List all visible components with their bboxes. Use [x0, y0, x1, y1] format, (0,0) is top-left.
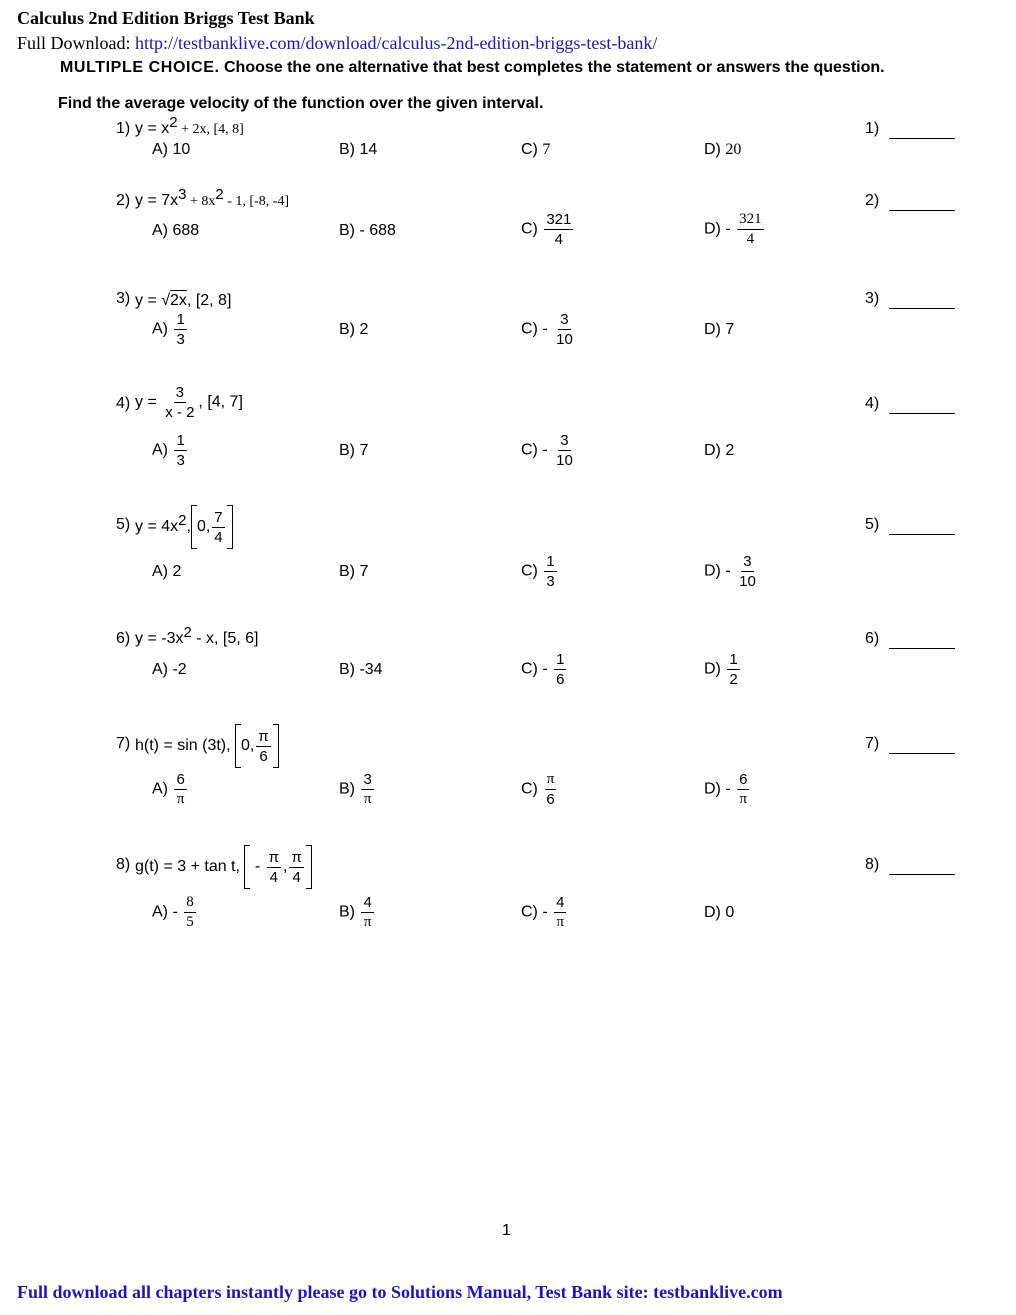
option-c[interactable]: C) 7	[521, 141, 551, 158]
answer-blank[interactable]	[889, 632, 955, 649]
option-d[interactable]: D) 20	[704, 141, 742, 158]
download-line	[17, 33, 657, 54]
option-c[interactable]: C) $\frac{321}{4}$	[521, 211, 572, 248]
question-7	[0, 722, 1016, 832]
option-a[interactable]: A) 10	[152, 141, 191, 158]
question-5	[0, 503, 1016, 613]
answer-blank[interactable]	[889, 518, 955, 535]
answer-blank[interactable]	[889, 292, 955, 309]
question-stem: g(t) = 3 + tan t, - $\frac{\pi}{4}$ , $\frac{\pi}{4}$	[135, 845, 312, 889]
option-a[interactable]: A) $\frac{1}{3}$	[152, 311, 185, 348]
option-d[interactable]: D) 2	[704, 442, 735, 459]
option-c[interactable]: C) $\frac{1}{3}$	[521, 553, 555, 590]
document-title: Calculus 2nd Edition Briggs Test Bank	[17, 8, 315, 28]
option-b[interactable]: B) 2	[339, 321, 369, 338]
question-number: 1)	[116, 120, 131, 137]
question-number: 7)	[116, 735, 131, 752]
question-number: 8)	[116, 856, 131, 873]
option-c[interactable]: C) - $\frac{4}{\pi}$	[521, 894, 565, 930]
question-stem: h(t) = sin (3t), 0, $\frac{\pi}{6}$	[135, 724, 279, 768]
option-b[interactable]: B) -34	[339, 661, 383, 678]
question-number: 4)	[116, 395, 131, 412]
option-d[interactable]: D) - $\frac{6}{\pi}$	[704, 771, 748, 807]
page-number: 1	[502, 1222, 511, 1239]
section-directions: Choose the one alternative that best completes the statement or answers the question.	[223, 59, 885, 76]
response-number: 2)	[865, 192, 880, 209]
question-number: 3)	[116, 290, 131, 307]
response-number: 7)	[865, 735, 880, 752]
option-d[interactable]: D) $\frac{1}{2}$	[704, 651, 738, 688]
download-link[interactable]: http://testbanklive.com/download/calculus-2nd-edition-briggs-test-bank/	[135, 33, 658, 53]
section-heading	[60, 59, 885, 77]
answer-blank[interactable]	[889, 397, 955, 414]
sqrt-icon: √	[161, 292, 171, 309]
option-b[interactable]: B) $\frac{3}{\pi}$	[339, 771, 372, 807]
option-a[interactable]: A) 2	[152, 563, 182, 580]
download-prefix: Full Download:	[17, 33, 131, 53]
option-c[interactable]: C) $\frac{\pi}{6}$	[521, 771, 555, 808]
question-stem: $y = -3x^2 - x$, [5, 6]	[135, 624, 259, 647]
response-number: 3)	[865, 290, 880, 307]
option-b[interactable]: B) $\frac{4}{\pi}$	[339, 894, 372, 930]
answer-blank[interactable]	[889, 858, 955, 875]
option-d[interactable]: D) - $\frac{321}{4}$	[704, 211, 762, 247]
left-bracket-icon	[244, 845, 250, 889]
question-number: 6)	[116, 630, 131, 647]
option-b[interactable]: B) - 688	[339, 222, 396, 239]
right-bracket-icon	[273, 724, 279, 768]
response-number: 8)	[865, 856, 880, 873]
question-stem: $y = x^2 + 2x$, [4, 8]	[135, 114, 244, 137]
response-number: 6)	[865, 630, 880, 647]
question-8	[0, 843, 1016, 953]
question-2	[0, 186, 1016, 300]
option-d[interactable]: D) 0	[704, 904, 735, 921]
question-stem: $y = 4x^2$, 0, $\frac{7}{4}$	[135, 505, 233, 549]
option-b[interactable]: B) 7	[339, 563, 369, 580]
right-bracket-icon	[306, 845, 312, 889]
option-c[interactable]: C) - $\frac{3}{10}$	[521, 432, 573, 469]
question-3	[0, 288, 1016, 398]
question-stem: $y = 7x^3 + 8x^2 - 1$, [-8, -4]	[135, 186, 290, 209]
option-d[interactable]: D) - $\frac{3}{10}$	[704, 553, 756, 590]
option-c[interactable]: C) - $\frac{1}{6}$	[521, 651, 565, 688]
option-a[interactable]: A) - $\frac{8}{5}$	[152, 894, 194, 930]
question-stem: y = √2x, [2, 8]	[135, 292, 232, 309]
option-a[interactable]: A) 688	[152, 222, 200, 239]
answer-blank[interactable]	[889, 194, 955, 211]
question-4	[0, 383, 1016, 493]
footer-banner[interactable]: Full download all chapters instantly please go to Solutions Manual, Test Bank site: testbanklive.com	[17, 1282, 783, 1302]
answer-blank[interactable]	[889, 122, 955, 139]
response-number: 4)	[865, 395, 880, 412]
instruction: Find the average velocity of the function over the given interval.	[58, 95, 544, 112]
option-a[interactable]: A) $\frac{1}{3}$	[152, 432, 185, 469]
option-a[interactable]: A) $\frac{6}{\pi}$	[152, 771, 185, 807]
question-stem: y = $\frac{3}{x - 2}$ , [4, 7]	[135, 384, 243, 421]
multiple-choice-label: MULTIPLE CHOICE.	[60, 59, 220, 76]
question-number: 2)	[116, 192, 131, 209]
option-b[interactable]: B) 14	[339, 141, 378, 158]
option-c[interactable]: C) - $\frac{3}{10}$	[521, 311, 573, 348]
question-number: 5)	[116, 516, 131, 533]
answer-blank[interactable]	[889, 737, 955, 754]
option-b[interactable]: B) 7	[339, 442, 369, 459]
option-a[interactable]: A) -2	[152, 661, 187, 678]
option-d[interactable]: D) 7	[704, 321, 735, 338]
right-bracket-icon	[227, 505, 233, 549]
response-number: 5)	[865, 516, 880, 533]
response-number: 1)	[865, 120, 880, 137]
